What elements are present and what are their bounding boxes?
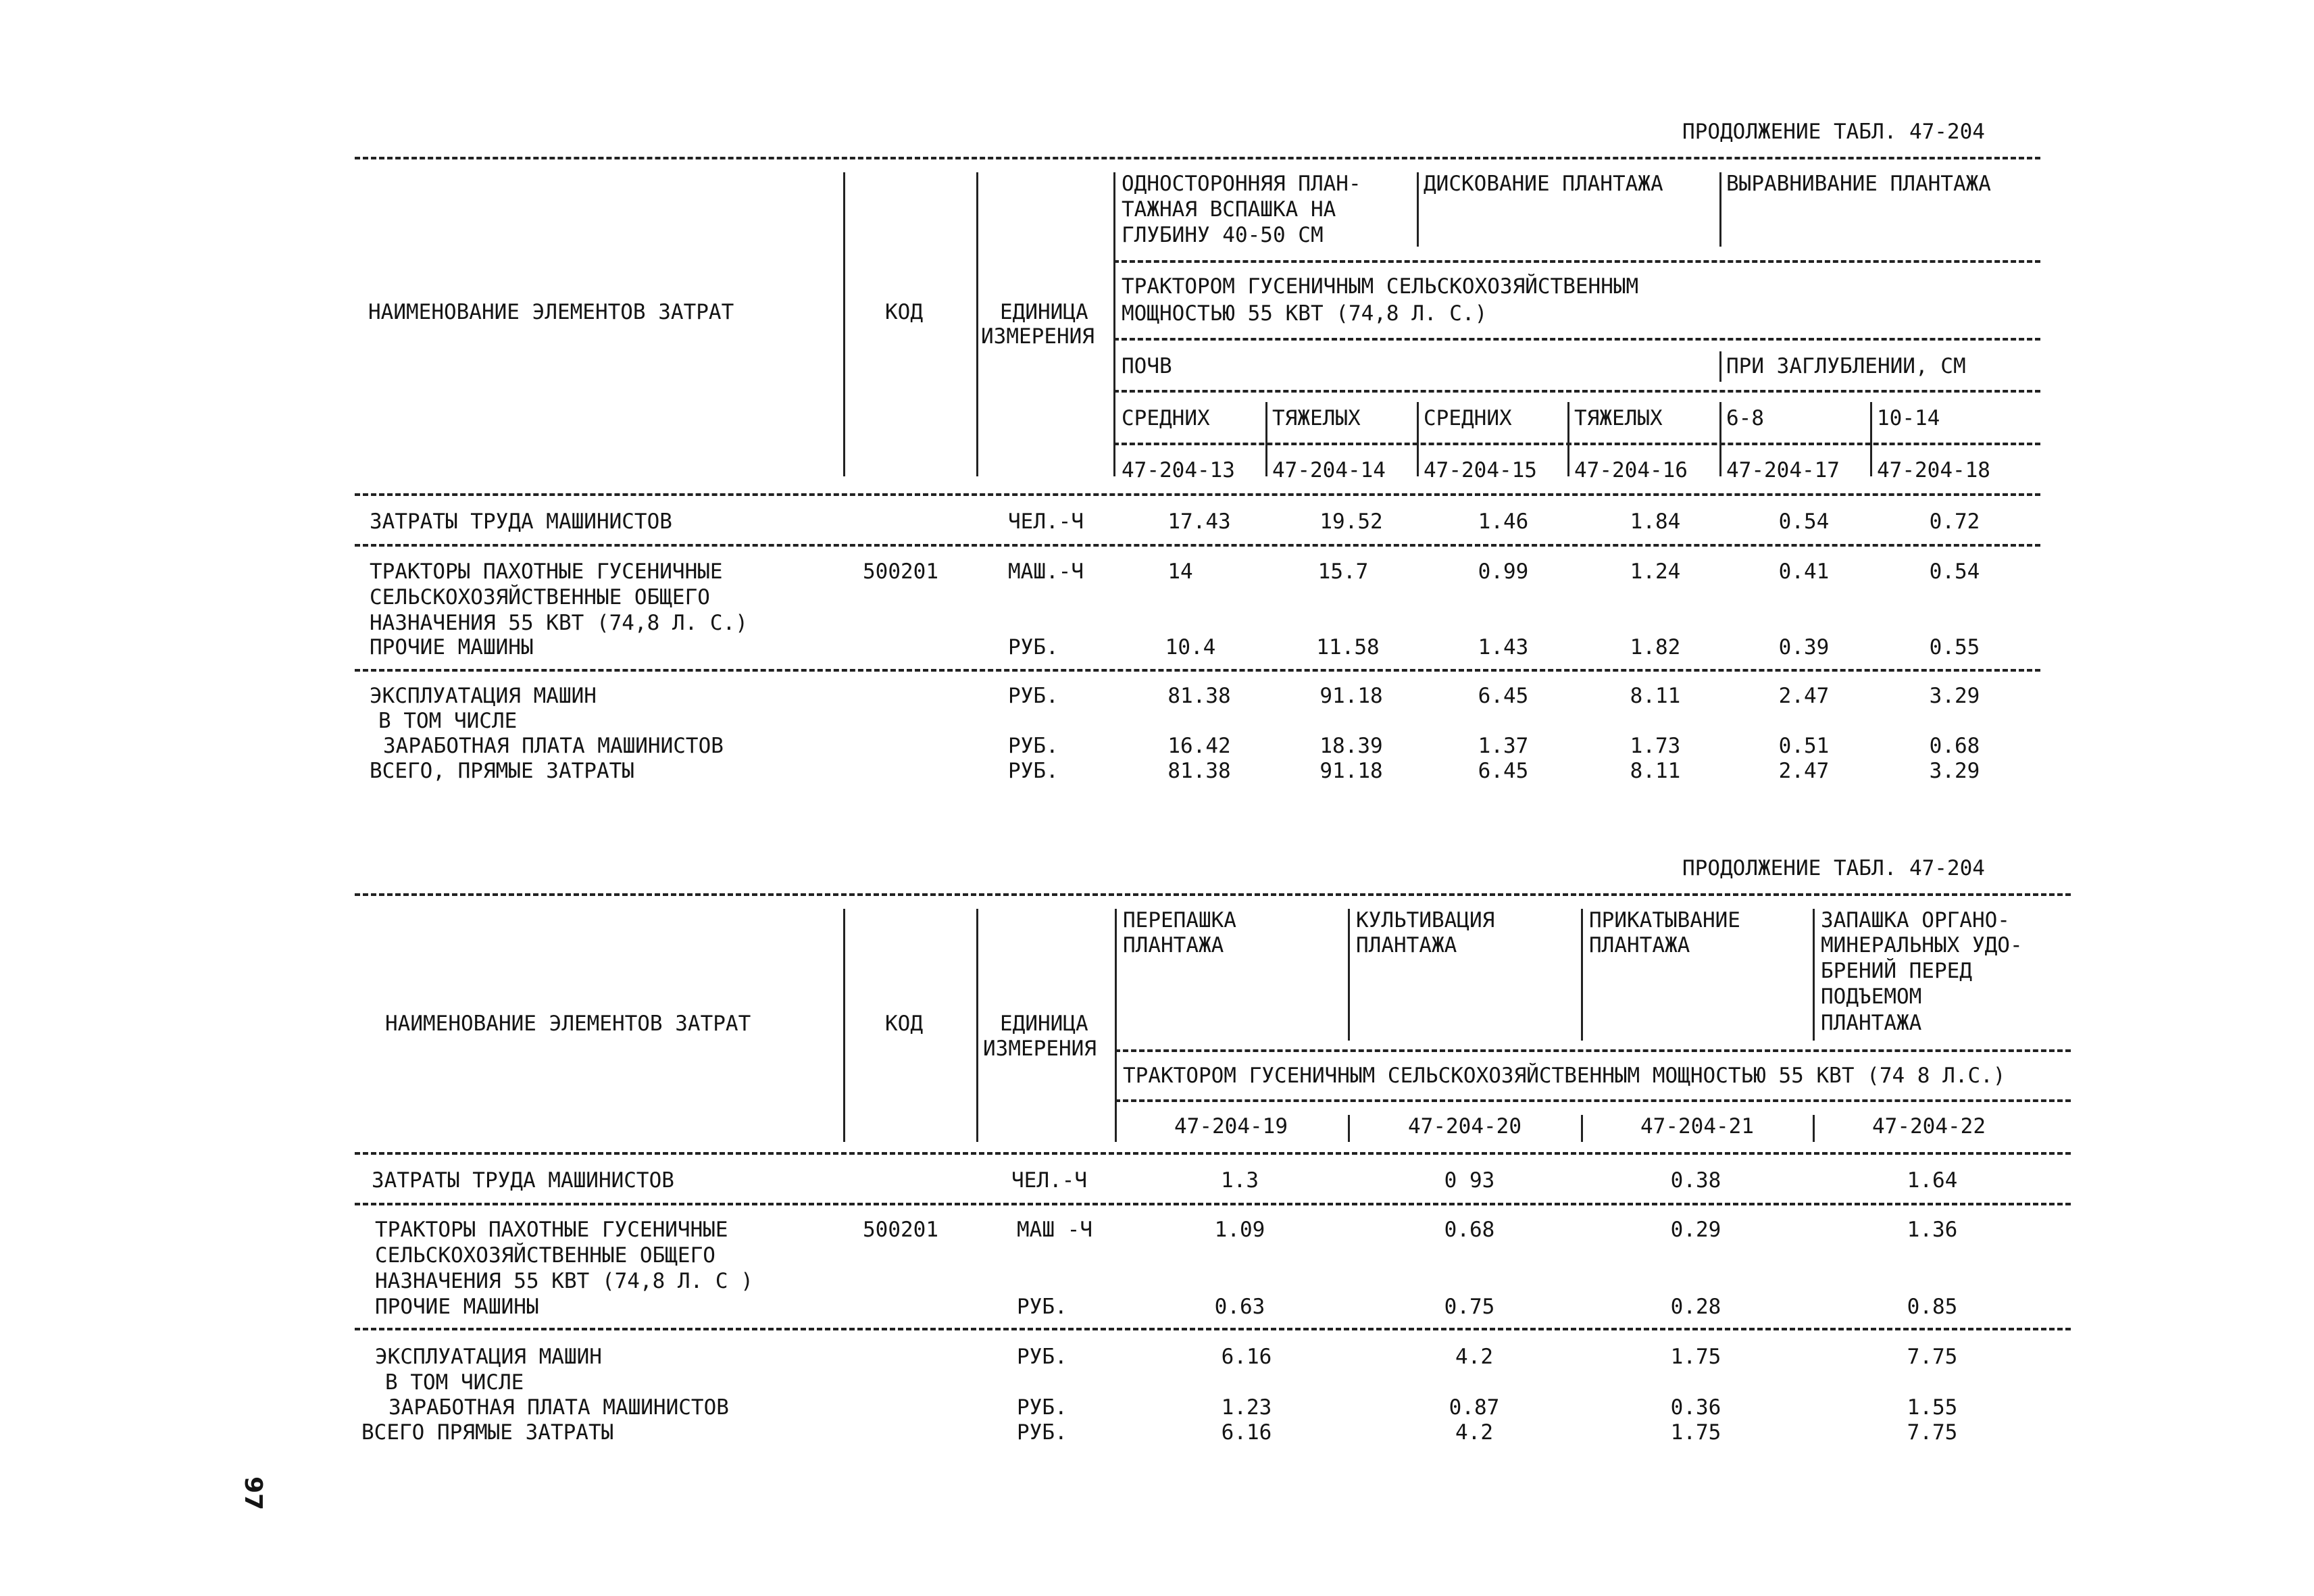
table1-row-unit: МАШ.-Ч: [1008, 559, 1084, 584]
table2-cell: 1.3: [1221, 1168, 1259, 1193]
table1-divider-grp: [1417, 172, 1419, 247]
table1-cell: 19.52: [1319, 509, 1383, 534]
table1-cell: 6.45: [1478, 684, 1529, 708]
table2-divider-code: [1581, 1115, 1583, 1142]
table2-row-name: ВСЕГО ПРЯМЫЕ ЗАТРАТЫ: [361, 1420, 614, 1445]
table2-row-code: 500201: [863, 1218, 938, 1242]
table2-row-unit: РУБ.: [1017, 1395, 1067, 1420]
table2-group-header: ЗАПАШКА ОРГАНО-: [1821, 908, 2010, 932]
table1-column-code: 47-204-18: [1877, 458, 1990, 482]
table2-top-rule: [355, 893, 2071, 896]
table1-cell: 14: [1167, 559, 1193, 584]
table1-cell: 2.47: [1778, 684, 1830, 708]
table2-divider-grp: [1348, 909, 1350, 1041]
table1-top-rule: [355, 157, 2040, 159]
table2-cell: 0.29: [1670, 1218, 1721, 1242]
table2-group-header: ПЛАНТАЖА: [1356, 933, 1457, 957]
table1-cell: 81.38: [1167, 684, 1231, 708]
table2-divider-code: [1813, 1115, 1815, 1142]
table2-header-name: НАИМЕНОВАНИЕ ЭЛЕМЕНТОВ ЗАТРАТ: [385, 1012, 751, 1036]
table2-cell: 1.75: [1670, 1345, 1721, 1369]
table2-cell: 0.63: [1214, 1295, 1265, 1319]
table1-header-code: КОД: [885, 300, 923, 324]
table2-header-rule: [1115, 1099, 2071, 1102]
table2-cell: 4.2: [1455, 1420, 1493, 1445]
table2-group-header: ПОДЪЕМОМ: [1821, 984, 1922, 1009]
table1-row-name: ПРОЧИЕ МАШИНЫ: [370, 635, 534, 659]
table1-cell: 2.47: [1778, 759, 1830, 783]
table1-row-name: ВСЕГО, ПРЯМЫЕ ЗАТРАТЫ: [370, 759, 634, 783]
table1-row-name: СЕЛЬСКОХОЗЯЙСТВЕННЫЕ ОБЩЕГО: [370, 585, 710, 609]
table2-column-code: 47-204-20: [1408, 1114, 1521, 1139]
table2-row-unit: РУБ.: [1017, 1295, 1067, 1319]
table2-row-name: ЭКСПЛУАТАЦИЯ МАШИН: [375, 1345, 602, 1369]
table1-subheader: СРЕДНИХ: [1122, 406, 1210, 430]
table2-group-header: ПРИКАТЫВАНИЕ: [1589, 908, 1740, 932]
table2-header-rule: [1115, 1049, 2071, 1052]
table1-column-code: 47-204-15: [1424, 458, 1537, 482]
table1-cell: 0.72: [1929, 509, 1980, 534]
table1-column-code: 47-204-16: [1574, 458, 1688, 482]
table1-group-header: ОДНОСТОРОННЯЯ ПЛАН-: [1122, 172, 1361, 196]
table1-cell: 11.58: [1316, 635, 1380, 659]
table1-cell: 6.45: [1478, 759, 1529, 783]
table2-row-unit: ЧЕЛ.-Ч: [1011, 1168, 1087, 1193]
table1-header-rule: [1113, 260, 2040, 263]
table1-cell: 16.42: [1167, 734, 1231, 758]
table1-cell: 0.99: [1478, 559, 1529, 584]
table1-subheader: СРЕДНИХ: [1424, 406, 1512, 430]
table1-row-name: НАЗНАЧЕНИЯ 55 КВТ (74,8 Л. С.): [370, 611, 748, 635]
table1-cell: 0.51: [1778, 734, 1830, 758]
table1-row-code: 500201: [863, 559, 938, 584]
table1-depth-header: ПРИ ЗАГЛУБЛЕНИИ, СМ: [1726, 354, 1966, 378]
table2-cell: 4.2: [1455, 1345, 1493, 1369]
table1-group-header: ВЫРАВНИВАНИЕ ПЛАНТАЖА: [1726, 172, 1991, 196]
table1-group-header: ГЛУБИНУ 40-50 СМ: [1122, 223, 1324, 247]
table1-row-unit: РУБ.: [1008, 734, 1059, 758]
table2-column-code: 47-204-22: [1872, 1114, 1986, 1139]
table1-column-code: 47-204-17: [1726, 458, 1840, 482]
table1-group-header: ДИСКОВАНИЕ ПЛАНТАЖА: [1424, 172, 1663, 196]
table1-tractor-header: МОЩНОСТЬЮ 55 КВТ (74,8 Л. С.): [1122, 301, 1488, 326]
table1-row-unit: РУБ.: [1008, 759, 1059, 783]
table1-row-rule: [355, 669, 2040, 672]
table1-cell: 1.46: [1478, 509, 1529, 534]
table1-divider-sub: [1567, 402, 1569, 476]
table1-cell: 8.11: [1630, 684, 1681, 708]
table1-cell: 91.18: [1319, 759, 1383, 783]
table2-cell: 7.75: [1907, 1420, 1958, 1445]
table2-divider-grp: [1581, 909, 1583, 1041]
table2-cell: 0.38: [1670, 1168, 1721, 1193]
table1-column-code: 47-204-14: [1272, 458, 1386, 482]
table2-column-code: 47-204-19: [1174, 1114, 1288, 1139]
table1-divider-depth: [1719, 351, 1721, 382]
table1-row-unit: ЧЕЛ.-Ч: [1008, 509, 1084, 534]
table2-cell: 7.75: [1907, 1345, 1958, 1369]
table1-divider-sub: [1417, 402, 1419, 476]
table1-cell: 0.54: [1929, 559, 1980, 584]
table1-cell: 10.4: [1165, 635, 1216, 659]
table1-cell: 0.68: [1929, 734, 1980, 758]
table1-cell: 17.43: [1167, 509, 1231, 534]
table1-divider-unit: [1113, 172, 1115, 476]
table1-subheader: ТЯЖЕЛЫХ: [1272, 406, 1361, 430]
table2-row-unit: РУБ.: [1017, 1345, 1067, 1369]
table2-row-name: ЗАРАБОТНАЯ ПЛАТА МАШИНИСТОВ: [388, 1395, 729, 1420]
table2-cell: 1.55: [1907, 1395, 1958, 1420]
table2-row-name: ЗАТРАТЫ ТРУДА МАШИНИСТОВ: [372, 1168, 674, 1193]
table1-divider-code: [976, 172, 978, 476]
table2-divider-code: [1348, 1115, 1350, 1142]
table2-row-unit: МАШ -Ч: [1017, 1218, 1092, 1242]
table1-header-bottom-rule: [355, 493, 2040, 496]
table2-header-code: КОД: [885, 1012, 923, 1036]
table1-row-unit: РУБ.: [1008, 635, 1059, 659]
table2-column-code: 47-204-21: [1640, 1114, 1754, 1139]
table1-group-header: ТАЖНАЯ ВСПАШКА НА: [1122, 197, 1336, 222]
table1-header-unit: ЕДИНИЦА: [1000, 300, 1088, 324]
table2-row-rule: [355, 1328, 2071, 1330]
table2-cell: 0.75: [1444, 1295, 1495, 1319]
table2-divider-code: [976, 909, 978, 1142]
table1-cell: 3.29: [1929, 684, 1980, 708]
table2-row-name: В ТОМ ЧИСЛЕ: [385, 1370, 524, 1395]
table2-row-unit: РУБ.: [1017, 1420, 1067, 1445]
table1-divider-sub: [1719, 402, 1721, 476]
table1-cell: 15.7: [1317, 559, 1369, 584]
table2-cell: 1.36: [1907, 1218, 1958, 1242]
table1-cell: 1.73: [1630, 734, 1681, 758]
table1-cell: 81.38: [1167, 759, 1231, 783]
table2-group-header: МИНЕРАЛЬНЫХ УДО-: [1821, 933, 2023, 957]
table1-row-rule: [355, 544, 2040, 547]
table1-cell: 1.82: [1630, 635, 1681, 659]
table2-row-rule: [355, 1203, 2071, 1205]
table1-cell: 18.39: [1319, 734, 1383, 758]
table1-header-name: НАИМЕНОВАНИЕ ЭЛЕМЕНТОВ ЗАТРАТ: [368, 300, 734, 324]
table1-header-rule: [1113, 443, 2040, 445]
table1-column-code: 47-204-13: [1122, 458, 1235, 482]
table1-cell: 1.37: [1478, 734, 1529, 758]
table2-cell: 6.16: [1221, 1345, 1272, 1369]
table2-row-name: ПРОЧИЕ МАШИНЫ: [375, 1295, 539, 1319]
table1-cell: 0.41: [1778, 559, 1830, 584]
table1-header-rule: [1113, 390, 2040, 393]
table1-caption: ПРОДОЛЖЕНИЕ ТАБЛ. 47-204: [1682, 120, 1985, 144]
table2-divider-name: [843, 909, 845, 1142]
table2-tractor-header: ТРАКТОРОМ ГУСЕНИЧНЫМ СЕЛЬСКОХОЗЯЙСТВЕННЫМ МОЩНОСТЬЮ 55 КВТ (74 8 Л.С.): [1123, 1064, 2006, 1088]
table1-soil-header: ПОЧВ: [1122, 354, 1172, 378]
table1-subheader: 6-8: [1726, 406, 1764, 430]
table2-header-unit: ИЗМЕРЕНИЯ: [983, 1037, 1097, 1061]
table1-header-rule: [1113, 338, 2040, 341]
table2-cell: 0 93: [1444, 1168, 1495, 1193]
table2-divider-grp: [1813, 909, 1815, 1041]
table1-row-name: ЭКСПЛУАТАЦИЯ МАШИН: [370, 684, 597, 708]
table1-row-unit: РУБ.: [1008, 684, 1059, 708]
table2-cell: 0.87: [1449, 1395, 1500, 1420]
table1-cell: 0.54: [1778, 509, 1830, 534]
table1-cell: 91.18: [1319, 684, 1383, 708]
table1-cell: 1.84: [1630, 509, 1681, 534]
table1-divider-name: [843, 172, 845, 476]
table2-divider-unit: [1115, 909, 1117, 1142]
table2-cell: 1.09: [1214, 1218, 1265, 1242]
table1-cell: 3.29: [1929, 759, 1980, 783]
table2-group-header: ПЛАНТАЖА: [1123, 933, 1224, 957]
table2-row-name: ТРАКТОРЫ ПАХОТНЫЕ ГУСЕНИЧНЫЕ: [375, 1218, 728, 1242]
table1-subheader: ТЯЖЕЛЫХ: [1574, 406, 1663, 430]
table1-header-unit: ИЗМЕРЕНИЯ: [981, 324, 1095, 349]
table2-group-header: КУЛЬТИВАЦИЯ: [1356, 908, 1495, 932]
table2-cell: 1.75: [1670, 1420, 1721, 1445]
table2-group-header: ПЛАНТАЖА: [1589, 933, 1690, 957]
table1-cell: 0.39: [1778, 635, 1830, 659]
table2-cell: 0.68: [1444, 1218, 1495, 1242]
table2-cell: 1.64: [1907, 1168, 1958, 1193]
table2-cell: 0.36: [1670, 1395, 1721, 1420]
table2-cell: 1.23: [1221, 1395, 1272, 1420]
table1-cell: 1.43: [1478, 635, 1529, 659]
table2-caption: ПРОДОЛЖЕНИЕ ТАБЛ. 47-204: [1682, 856, 1985, 880]
table2-cell: 0.28: [1670, 1295, 1721, 1319]
table2-cell: 0.85: [1907, 1295, 1958, 1319]
table1-subheader: 10-14: [1877, 406, 1940, 430]
table2-row-name: СЕЛЬСКОХОЗЯЙСТВЕННЫЕ ОБЩЕГО: [375, 1243, 715, 1268]
page-number: 97: [239, 1476, 267, 1511]
table1-divider-sub: [1265, 402, 1267, 476]
table1-row-name: ЗАТРАТЫ ТРУДА МАШИНИСТОВ: [370, 509, 672, 534]
table1-cell: 0.55: [1929, 635, 1980, 659]
table1-row-name: В ТОМ ЧИСЛЕ: [378, 709, 518, 733]
table1-divider-sub: [1870, 402, 1872, 476]
table2-group-header: ПЛАНТАЖА: [1821, 1011, 1922, 1035]
table1-row-name: ЗАРАБОТНАЯ ПЛАТА МАШИНИСТОВ: [383, 734, 724, 758]
table1-cell: 8.11: [1630, 759, 1681, 783]
table2-header-unit: ЕДИНИЦА: [1000, 1012, 1088, 1036]
table2-cell: 6.16: [1221, 1420, 1272, 1445]
table1-tractor-header: ТРАКТОРОМ ГУСЕНИЧНЫМ СЕЛЬСКОХОЗЯЙСТВЕННЫМ: [1122, 274, 1639, 299]
table2-group-header: ПЕРЕПАШКА: [1123, 908, 1236, 932]
table1-row-name: ТРАКТОРЫ ПАХОТНЫЕ ГУСЕНИЧНЫЕ: [370, 559, 723, 584]
table2-row-name: НАЗНАЧЕНИЯ 55 КВТ (74,8 Л. С ): [375, 1269, 753, 1293]
table2-header-bottom-rule: [355, 1152, 2071, 1155]
table1-cell: 1.24: [1630, 559, 1681, 584]
table1-divider-grp: [1719, 172, 1721, 247]
table2-group-header: БРЕНИЙ ПЕРЕД: [1821, 959, 1972, 983]
